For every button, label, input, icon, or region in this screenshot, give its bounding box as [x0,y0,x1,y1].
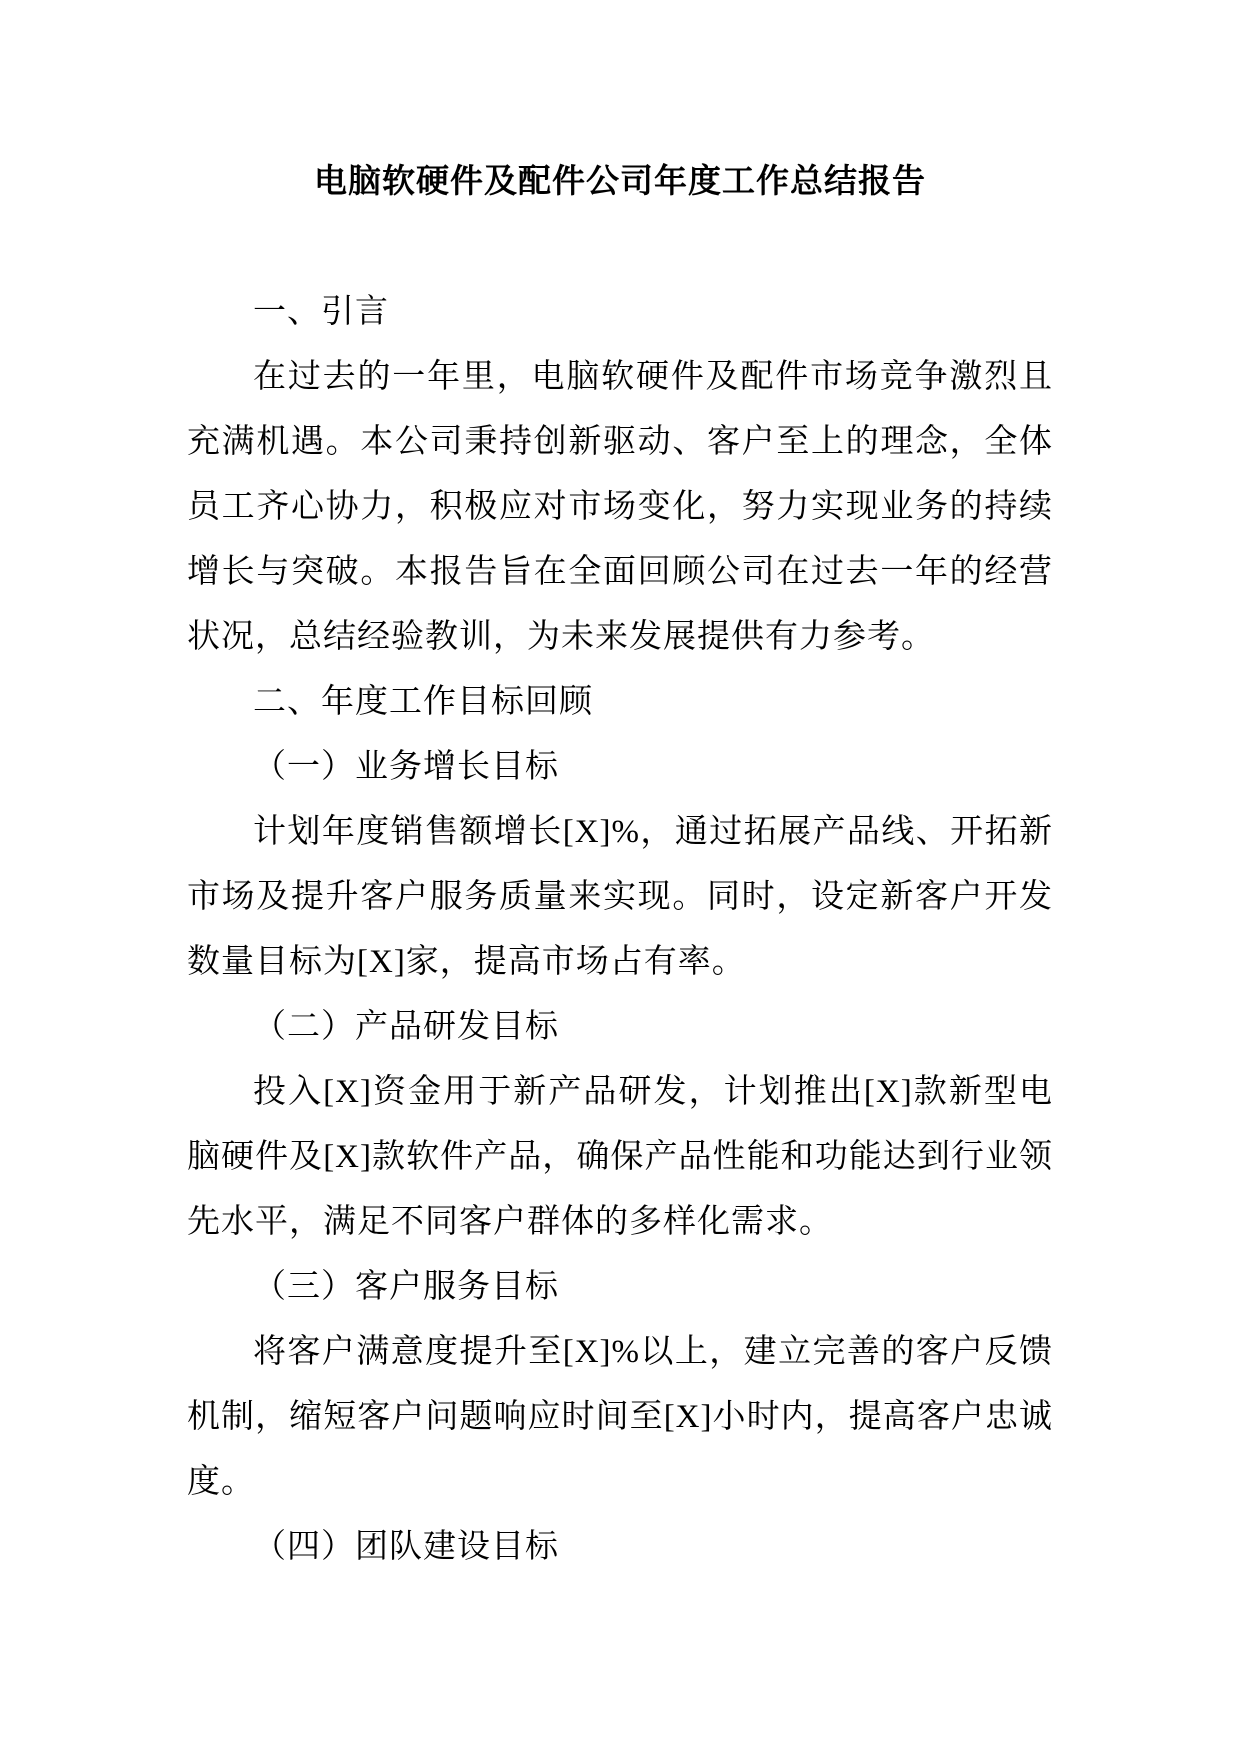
subsection-heading: （三）客户服务目标 [253,1269,559,1305]
section-heading: 一、引言 [253,294,389,330]
paragraph: 在过去的一年里，电脑软硬件及配件市场竞争激烈且充满机遇。本公司秉持创新驱动、客户至上的理念，全体员工齐心协力，积极应对市场变化，努力实现业务的持续增长与突破。本报告旨在全面回顾公司在过去一年的经营状况，总结经验教训，为未来发展提供有力参考。 [187,359,1053,655]
paragraph: 投入[X]资金用于新产品研发，计划推出[X]款新型电脑硬件及[X]款软件产品，确保产品性能和功能达到行业领先水平，满足不同客户群体的多样化需求。 [187,1074,1053,1240]
subsection-heading: （二）产品研发目标 [253,1009,559,1045]
paragraph: 计划年度销售额增长[X]%，通过拓展产品线、开拓新市场及提升客户服务质量来实现。同时，设定新客户开发数量目标为[X]家，提高市场占有率。 [187,814,1053,980]
paragraph: 将客户满意度提升至[X]%以上，建立完善的客户反馈机制，缩短客户问题响应时间至[X]小时内，提高客户忠诚度。 [187,1334,1053,1500]
section-heading: 二、年度工作目标回顾 [253,684,593,720]
document-title: 电脑软硬件及配件公司年度工作总结报告 [314,164,926,200]
document-body [187,280,1053,1580]
subsection-heading: （一）业务增长目标 [253,749,559,785]
subsection-heading: （四）团队建设目标 [253,1529,559,1565]
